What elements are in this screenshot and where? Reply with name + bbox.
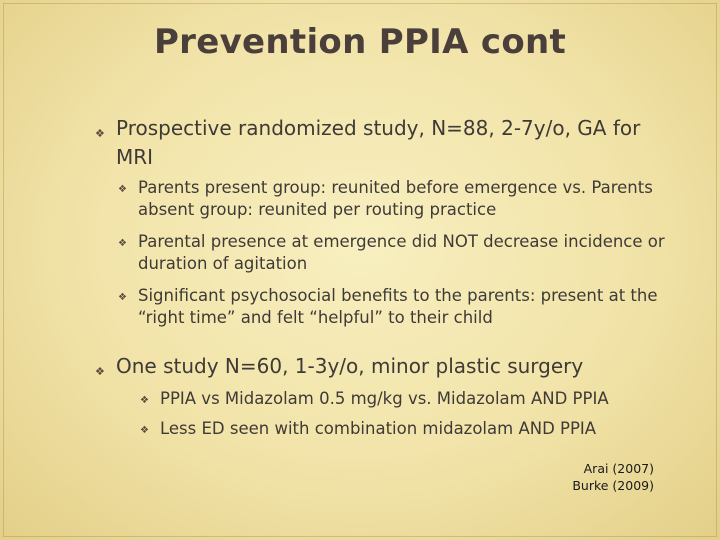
bullet-level1 <box>95 352 676 381</box>
bullet-text: Parental presence at emergence did NOT decrease incidence or duration of agitation <box>138 232 665 273</box>
bullet-level2 <box>140 388 660 410</box>
citation: Arai (2007) <box>583 461 654 476</box>
diamond-bullet-icon: ❖ <box>140 395 149 406</box>
citation: Burke (2009) <box>572 478 654 493</box>
diamond-bullet-icon: ❖ <box>95 365 105 378</box>
bullet-text: Prospective randomized study, N=88, 2-7y/o, GA for MRI <box>116 116 641 169</box>
bullet-level1 <box>95 114 676 172</box>
diamond-bullet-icon: ❖ <box>118 238 127 249</box>
diamond-bullet-icon: ❖ <box>118 292 127 303</box>
diamond-bullet-icon: ❖ <box>140 425 149 436</box>
bullet-text: Less ED seen with combination midazolam AND PPIA <box>160 419 597 438</box>
bullet-text: PPIA vs Midazolam 0.5 mg/kg vs. Midazolam AND PPIA <box>160 389 609 408</box>
bullet-level2 <box>118 231 668 275</box>
bullet-text: Parents present group: reunited before emergence vs. Parents absent group: reunited per routing practice <box>138 178 653 219</box>
bullet-level2 <box>140 418 660 440</box>
diamond-bullet-icon: ❖ <box>118 184 127 195</box>
bullet-level2 <box>118 177 668 221</box>
slide-title: Prevention PPIA cont <box>153 22 567 62</box>
bullet-text: Significant psychosocial benefits to the parents: present at the “right time” and felt “helpful” to their child <box>138 286 658 327</box>
diamond-bullet-icon: ❖ <box>95 127 105 140</box>
bullet-level2 <box>118 285 668 329</box>
bullet-text: One study N=60, 1-3y/o, minor plastic surgery <box>116 354 584 378</box>
